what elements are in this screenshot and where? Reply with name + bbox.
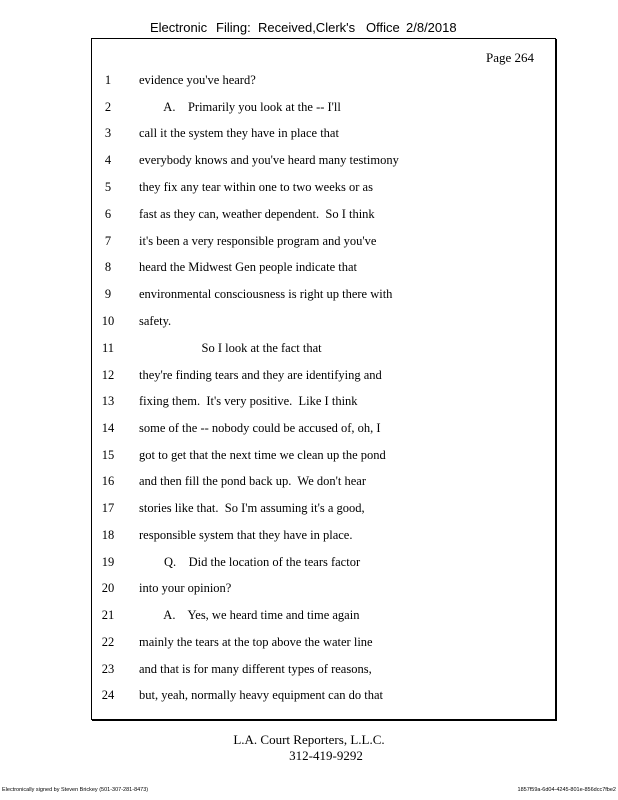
line-text: but, yeah, normally heavy equipment can do that — [139, 688, 384, 702]
line-text: So I look at the fact that — [139, 341, 322, 355]
line-text: and then fill the pond back up. We don't hear — [139, 474, 366, 488]
line-text: got to get that the next time we clean up the pond — [139, 448, 386, 462]
transcript-line — [0, 552, 556, 572]
header-received: Received,Clerk's — [258, 20, 356, 35]
reporter-phone: 312-419-9292 — [289, 748, 363, 763]
line-text: fast as they can, weather dependent. So I think — [139, 207, 375, 221]
line-text: environmental consciousness is right up there with — [139, 287, 393, 301]
line-text: Q. Did the location of the tears factor — [139, 555, 361, 569]
transcript-line — [0, 338, 556, 358]
line-number: 13 — [101, 394, 115, 408]
transcript-line — [0, 284, 556, 304]
line-number: 23 — [101, 662, 115, 676]
header-office: Office — [366, 20, 400, 35]
transcript-line — [0, 257, 556, 277]
transcript-line — [0, 177, 556, 197]
line-number: 6 — [104, 207, 112, 221]
line-text: some of the -- nobody could be accused of, oh, I — [139, 421, 381, 435]
document-hash: 1857f59a-6d04-4245-801e-856dcc7fbe2 — [517, 787, 616, 793]
line-number: 2 — [104, 100, 112, 114]
line-number: 5 — [104, 180, 112, 194]
transcript-line — [0, 70, 556, 90]
line-text: into your opinion? — [139, 581, 232, 595]
transcript-line — [0, 525, 556, 545]
page-number: Page 264 — [485, 50, 534, 65]
line-number: 14 — [101, 421, 115, 435]
line-number: 19 — [101, 555, 115, 569]
header-electronic: Electronic — [150, 20, 208, 35]
transcript-line — [0, 231, 556, 251]
transcript-line — [0, 605, 556, 625]
line-text: responsible system that they have in place. — [139, 528, 353, 542]
line-number: 8 — [104, 260, 112, 274]
line-number: 16 — [101, 474, 115, 488]
line-text: they fix any tear within one to two weeks or as — [139, 180, 373, 194]
transcript-line — [0, 632, 556, 652]
transcript-line — [0, 150, 556, 170]
line-number: 10 — [101, 314, 115, 328]
transcript-line — [0, 498, 556, 518]
line-number: 24 — [101, 688, 115, 702]
line-text: safety. — [139, 314, 172, 328]
line-text: A. Yes, we heard time and time again — [139, 608, 360, 622]
transcript-line — [0, 311, 556, 331]
line-number: 20 — [101, 581, 115, 595]
transcript-line — [0, 204, 556, 224]
line-number: 11 — [101, 341, 115, 355]
transcript-line — [0, 97, 556, 117]
transcript-line — [0, 659, 556, 679]
reporter-company: L.A. Court Reporters, L.L.C. — [233, 732, 385, 747]
line-text: it's been a very responsible program and you've — [139, 234, 377, 248]
transcript-line — [0, 578, 556, 598]
line-number: 18 — [101, 528, 115, 542]
line-number: 22 — [101, 635, 115, 649]
line-number: 9 — [104, 287, 112, 301]
line-number: 7 — [104, 234, 112, 248]
transcript-line — [0, 365, 556, 385]
line-text: fixing them. It's very positive. Like I think — [139, 394, 358, 408]
line-text: stories like that. So I'm assuming it's a good, — [139, 501, 365, 515]
reporter-footer — [0, 732, 618, 764]
line-number: 1 — [104, 73, 112, 87]
line-number: 3 — [104, 126, 112, 140]
line-text: heard the Midwest Gen people indicate that — [139, 260, 357, 274]
line-number: 17 — [101, 501, 115, 515]
line-number: 15 — [101, 448, 115, 462]
line-text: mainly the tears at the top above the water line — [139, 635, 373, 649]
electronic-signature: Electronically signed by Steven Brickey (501-307-281-8473) — [2, 787, 149, 793]
header-filing: Filing: — [216, 20, 251, 35]
line-text: A. Primarily you look at the -- I'll — [139, 100, 341, 114]
transcript-line — [0, 391, 556, 411]
line-text: they're finding tears and they are identifying and — [139, 368, 382, 382]
line-text: everybody knows and you've heard many testimony — [139, 153, 399, 167]
header-date: 2/8/2018 — [406, 20, 457, 35]
line-number: 12 — [101, 368, 115, 382]
transcript-line — [0, 445, 556, 465]
transcript-line — [0, 471, 556, 491]
transcript-line — [0, 418, 556, 438]
transcript-line — [0, 685, 556, 705]
filing-header — [0, 20, 618, 38]
line-text: and that is for many different types of reasons, — [139, 662, 372, 676]
line-number: 4 — [104, 153, 112, 167]
line-text: evidence you've heard? — [139, 73, 256, 87]
transcript-line — [0, 123, 556, 143]
line-number: 21 — [101, 608, 115, 622]
line-text: call it the system they have in place that — [139, 126, 339, 140]
